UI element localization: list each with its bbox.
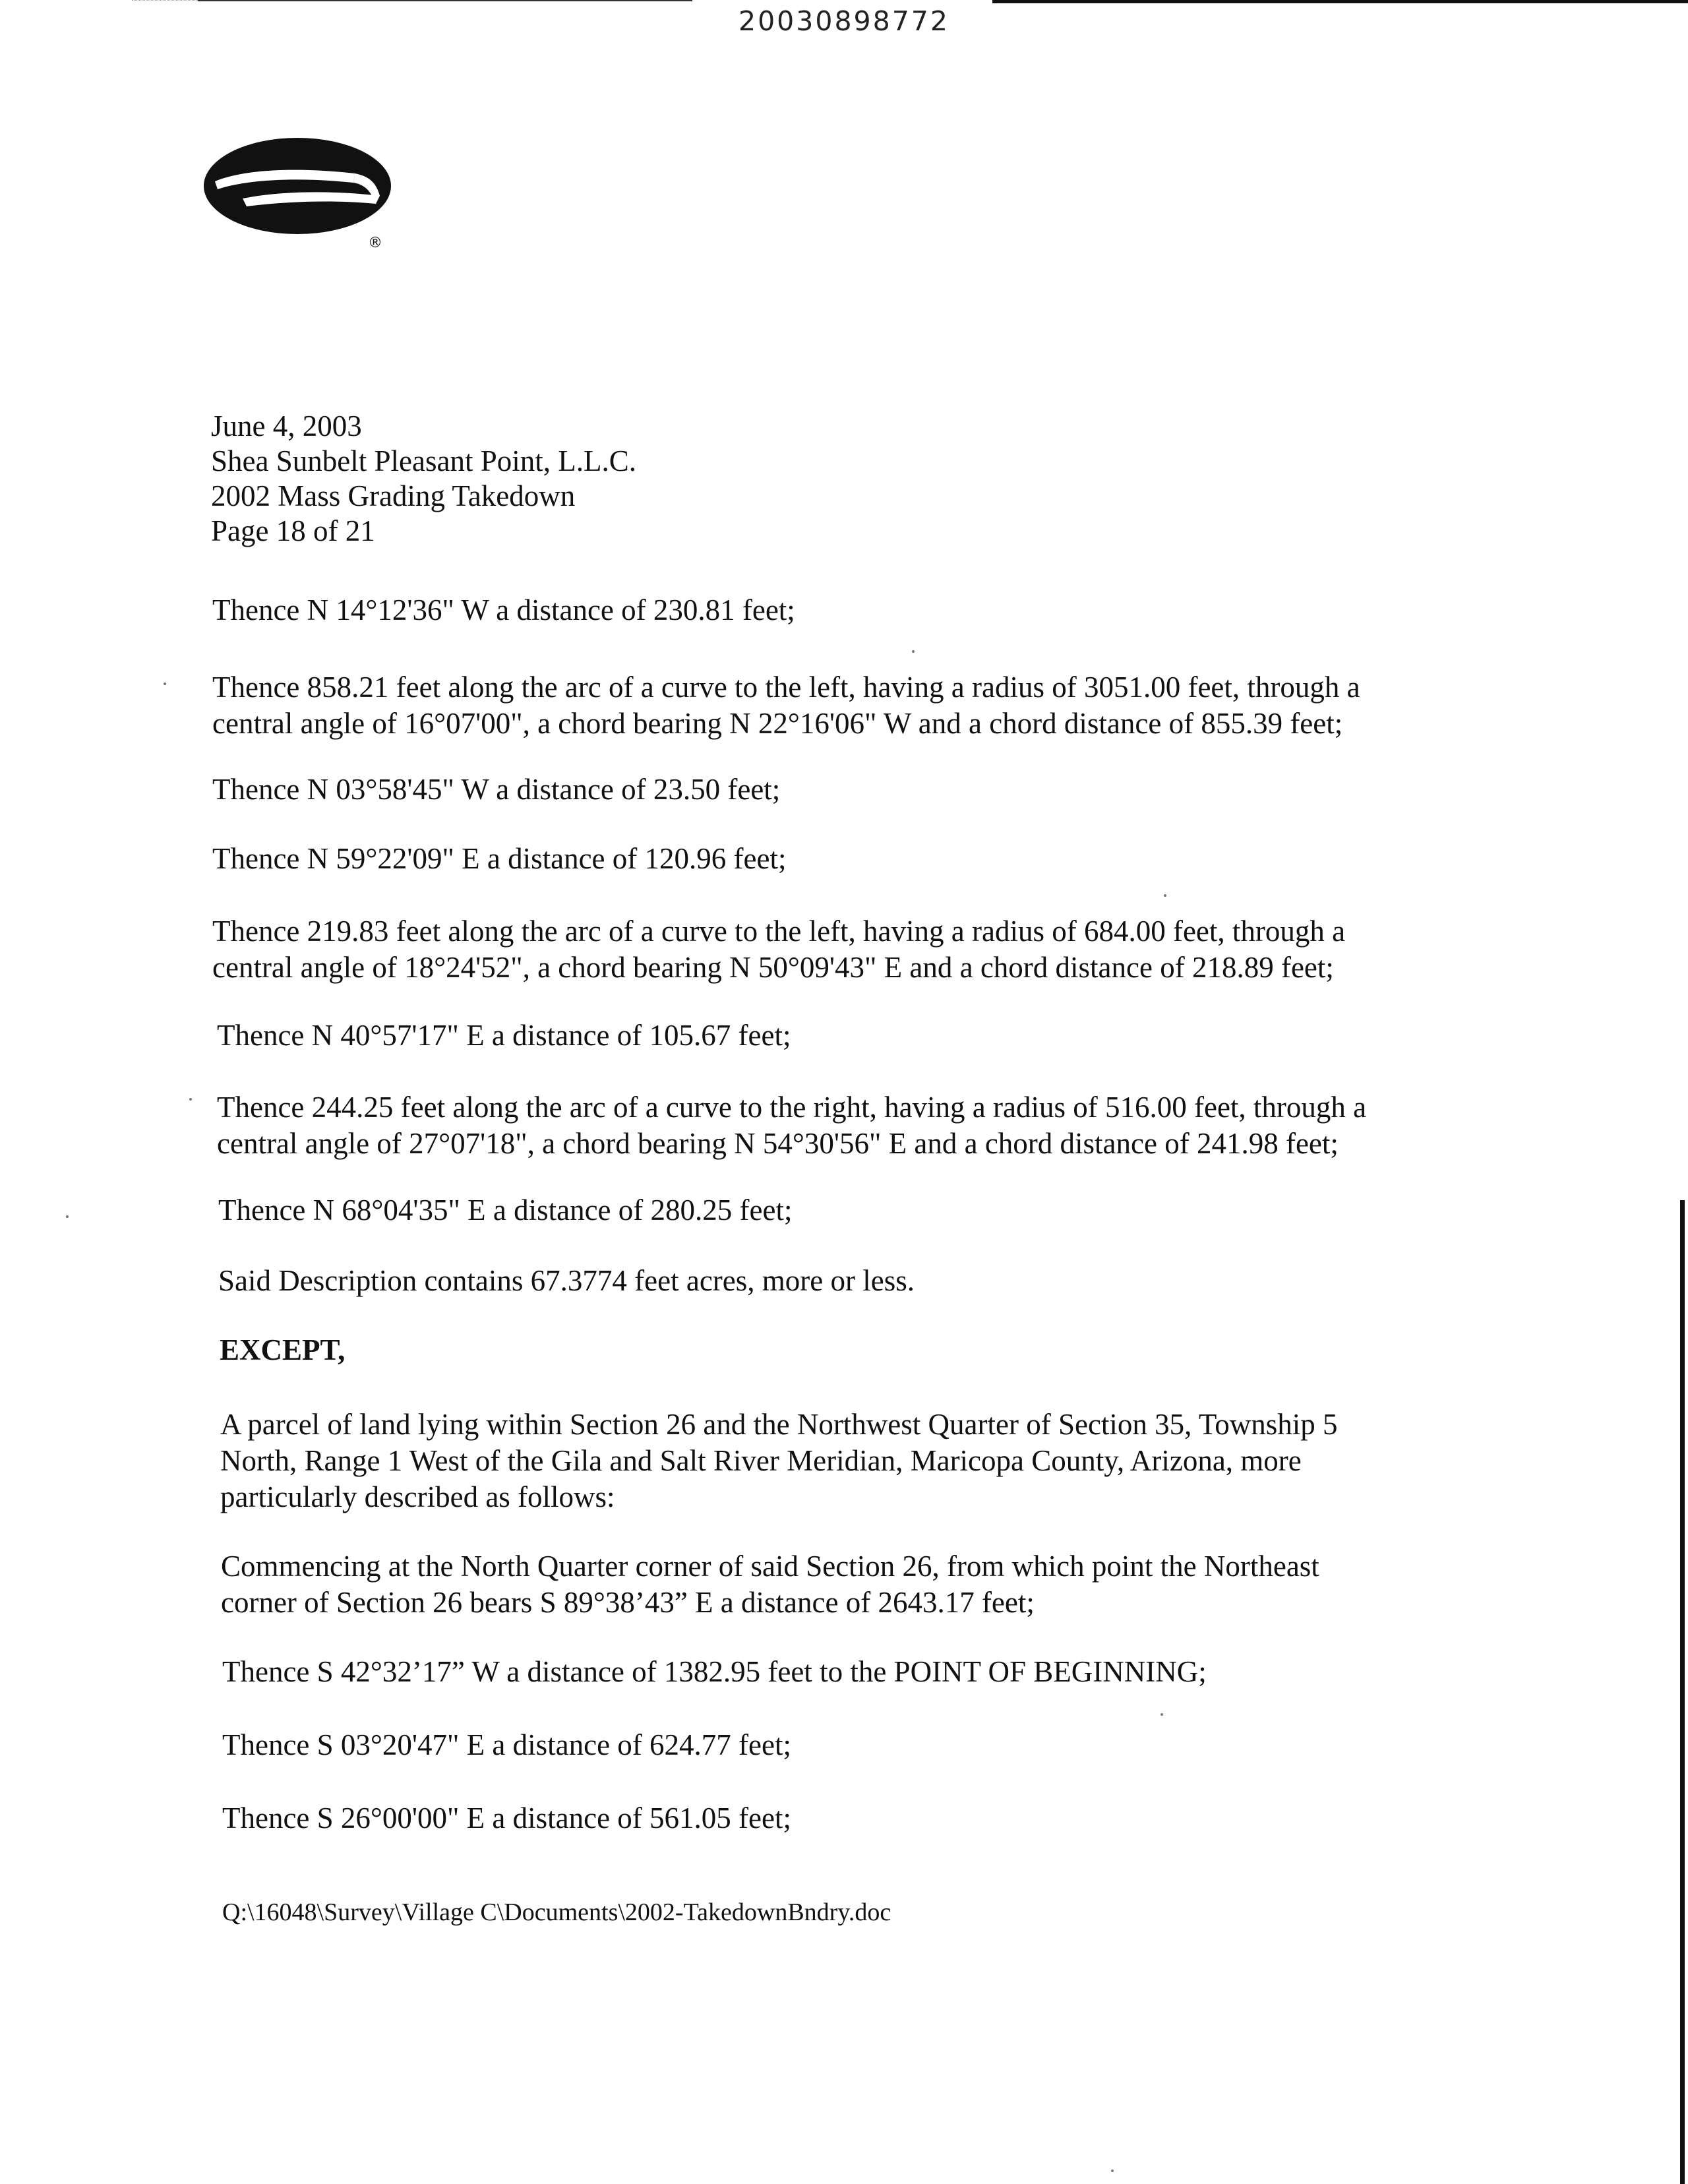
scan-edge-bar	[1680, 1200, 1685, 2184]
text-line: central angle of 18°24'52", a chord bearing N 50°09'43" E and a chord distance of 218.89 feet;	[212, 951, 1334, 984]
text-line: Said Description contains 67.3774 feet acres, more or less.	[218, 1264, 915, 1297]
course-paragraph	[212, 772, 780, 808]
text-line: Thence N 03°58'45" W a distance of 23.50 feet;	[212, 773, 781, 806]
parcel-description	[220, 1407, 1337, 1515]
text-line: Thence N 59°22'09" E a distance of 120.96 feet;	[212, 842, 787, 875]
course-paragraph	[212, 592, 795, 628]
scan-speck	[1164, 894, 1166, 897]
scan-speck	[1111, 2169, 1114, 2172]
letter-header	[211, 409, 636, 549]
course-paragraph	[222, 1800, 791, 1836]
curve-paragraph	[212, 913, 1345, 986]
scan-speck	[189, 1098, 192, 1101]
header-date: June 4, 2003	[211, 410, 362, 442]
text-line: Thence S 03°20'47" E a distance of 624.77 feet;	[222, 1728, 791, 1761]
scan-speck	[164, 682, 166, 685]
registered-mark: ®	[368, 235, 382, 251]
header-company: Shea Sunbelt Pleasant Point, L.L.C.	[211, 444, 636, 477]
description-summary	[218, 1263, 915, 1299]
file-path-footer: Q:\16048\Survey\Village C\Documents\2002-TakedownBndry.doc	[222, 1898, 891, 1926]
scan-speck	[66, 1215, 69, 1218]
text-line: corner of Section 26 bears S 89°38’43” E a distance of 2643.17 feet;	[221, 1586, 1035, 1619]
course-paragraph	[218, 1192, 792, 1228]
text-line: EXCEPT,	[220, 1333, 346, 1366]
text-line: Thence 244.25 feet along the arc of a curve to the right, having a radius of 516.00 feet, through a	[217, 1091, 1367, 1124]
course-paragraph	[212, 841, 786, 877]
text-line: Thence N 40°57'17" E a distance of 105.67 feet;	[217, 1019, 791, 1052]
text-line: North, Range 1 West of the Gila and Salt River Meridian, Maricopa County, Arizona, more	[220, 1444, 1302, 1477]
text-line: A parcel of land lying within Section 26 and the Northwest Quarter of Section 35, Township 5	[220, 1408, 1338, 1441]
top-right-rule	[992, 0, 1688, 3]
shea-s-logo-icon	[203, 135, 401, 251]
text-line: Thence S 42°32’17” W a distance of 1382.95 feet to the POINT OF BEGINNING;	[222, 1655, 1207, 1688]
curve-paragraph	[217, 1089, 1366, 1162]
top-left-rule	[198, 0, 692, 1]
text-line: Thence N 14°12'36" W a distance of 230.81 feet;	[212, 593, 795, 626]
text-line: Thence S 26°00'00" E a distance of 561.05 feet;	[222, 1802, 791, 1835]
point-of-beginning-paragraph	[222, 1654, 1207, 1690]
header-project: 2002 Mass Grading Takedown	[211, 479, 576, 512]
text-line: central angle of 16°07'00", a chord bearing N 22°16'06" W and a chord distance of 855.39 feet;	[212, 707, 1343, 740]
course-paragraph	[222, 1727, 791, 1763]
scan-speck	[912, 650, 915, 653]
course-paragraph	[217, 1017, 791, 1054]
scan-speck	[1160, 1713, 1163, 1716]
text-line: Commencing at the North Quarter corner of said Section 26, from which point the Northeast	[221, 1550, 1319, 1583]
text-line: Thence N 68°04'35" E a distance of 280.25 feet;	[218, 1194, 793, 1227]
commencing-paragraph	[221, 1548, 1319, 1621]
text-line: central angle of 27°07'18", a chord bearing N 54°30'56" E and a chord distance of 241.98 feet;	[217, 1127, 1339, 1160]
curve-paragraph	[212, 669, 1360, 742]
text-line: Thence 858.21 feet along the arc of a curve to the left, having a radius of 3051.00 feet, through a	[212, 671, 1360, 704]
except-heading	[220, 1332, 345, 1368]
header-page-number: Page 18 of 21	[211, 514, 375, 547]
text-line: particularly described as follows:	[220, 1480, 615, 1513]
top-dotted-rule	[132, 0, 198, 1]
document-number: 20030898772	[738, 5, 950, 37]
text-line: Thence 219.83 feet along the arc of a curve to the left, having a radius of 684.00 feet, through a	[212, 915, 1346, 948]
